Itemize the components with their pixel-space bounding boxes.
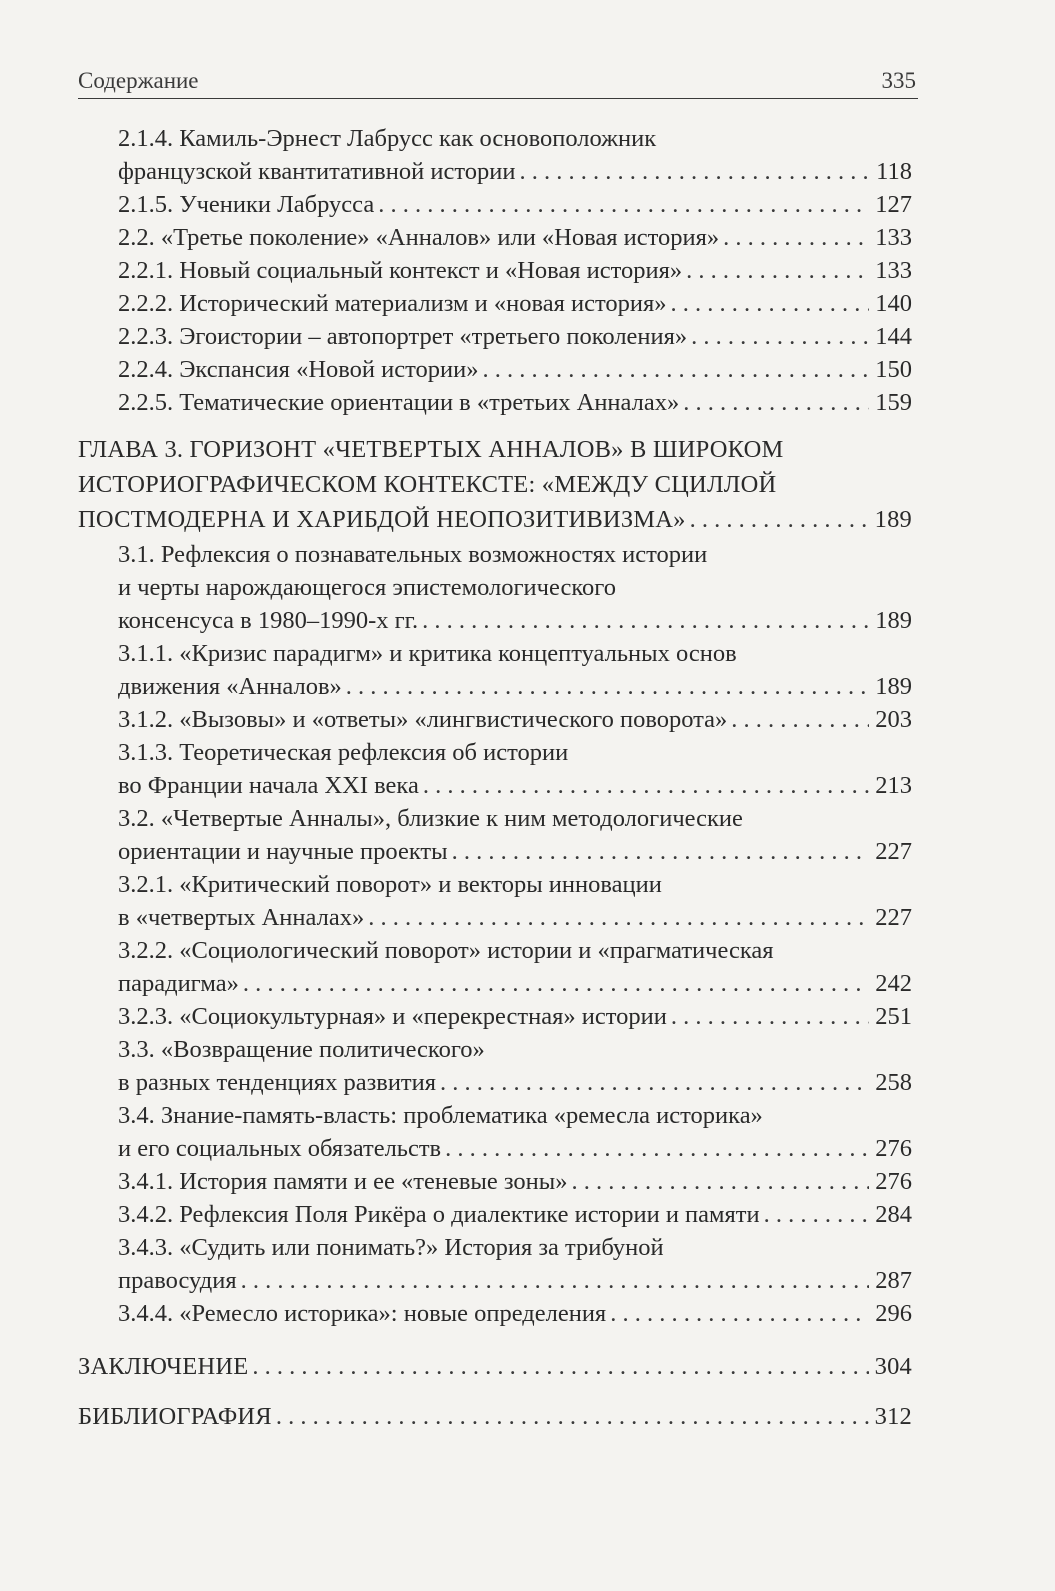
toc-entry-line [118, 1165, 912, 1198]
toc-page-number: 276 [875, 1135, 912, 1162]
dot-leader [243, 967, 869, 1000]
toc-page-number: 127 [875, 191, 912, 218]
toc-entry-text: 2.2.1. Новый социальный контекст и «Новая история» [118, 257, 683, 284]
toc-entry-text: 2.2. «Третье поколение» «Анналов» или «Новая история» [118, 224, 720, 251]
toc-entry-text: 2.2.2. Исторический материализм и «новая история» [118, 290, 667, 317]
dot-leader [671, 287, 870, 320]
page-number: 335 [881, 68, 916, 93]
toc-page-number: 213 [875, 772, 912, 799]
toc-entry-line: и черты нарождающегося эпистемологического [118, 574, 616, 601]
toc-entry-line [118, 835, 912, 868]
dot-leader [440, 1066, 869, 1099]
dot-leader [445, 1132, 869, 1165]
dot-leader [252, 1350, 868, 1383]
toc-entry-line [118, 703, 912, 736]
dot-leader [519, 155, 870, 188]
toc-page-number: 189 [875, 673, 912, 700]
dot-leader [452, 835, 870, 868]
toc-page-number: 296 [875, 1300, 912, 1327]
toc-entry-line [118, 1198, 912, 1231]
toc-entry-line [118, 967, 912, 1000]
toc-entry-line: 3.4.3. «Судить или понимать?» История за трибуной [118, 1234, 664, 1261]
toc-entry-text: во Франции начала XXI века [118, 772, 419, 799]
toc-page-number: 203 [875, 706, 912, 733]
toc-entry-text: 2.2.5. Тематические ориентации в «третьих Анналах» [118, 389, 680, 416]
toc-entry-text: 3.1.2. «Вызовы» и «ответы» «лингвистического поворота» [118, 706, 728, 733]
dot-leader [671, 1000, 869, 1033]
toc-entry-line [118, 386, 912, 419]
toc-page-number: 118 [876, 158, 912, 185]
toc-page-number: 287 [875, 1267, 912, 1294]
toc-entry-text: 3.4.1. История памяти и ее «теневые зоны» [118, 1168, 568, 1195]
toc-page-number: 276 [875, 1168, 912, 1195]
toc-entry-text: БИБЛИОГРАФИЯ [78, 1403, 272, 1430]
toc-page-number: 159 [875, 389, 912, 416]
toc-page-number: 150 [875, 356, 912, 383]
toc-entry-line: 3.1.1. «Кризис парадигм» и критика концептуальных основ [118, 640, 737, 667]
toc-entry-line: 3.2. «Четвертые Анналы», близкие к ним методологические [118, 805, 743, 832]
toc-entry-line: 3.1. Рефлексия о познавательных возможностях истории [118, 541, 708, 568]
toc-entry-line [118, 254, 912, 287]
dot-leader [731, 703, 869, 736]
toc-entry-line [78, 503, 912, 536]
toc-entry-text: в разных тенденциях развития [118, 1069, 437, 1096]
dot-leader [378, 188, 869, 221]
toc-page-number: 144 [875, 323, 912, 350]
toc-entry-text: 2.2.4. Экспансия «Новой истории» [118, 356, 479, 383]
toc-entry-line [118, 353, 912, 386]
toc-entry-text: 2.2.3. Эгоистории – автопортрет «третьего поколения» [118, 323, 688, 350]
toc-entry-line [118, 670, 912, 703]
dot-leader [723, 221, 869, 254]
toc-page-number: 227 [875, 904, 912, 931]
toc-entry-line [118, 1132, 912, 1165]
toc-entry-line [118, 604, 912, 637]
toc-entry-text: ориентации и научные проекты [118, 838, 448, 865]
toc-entry-line: 3.2.1. «Критический поворот» и векторы инновации [118, 871, 662, 898]
dot-leader [571, 1165, 869, 1198]
toc-entry-line [118, 901, 912, 934]
dot-leader [423, 769, 869, 802]
toc-entry-line: ГЛАВА 3. ГОРИЗОНТ «ЧЕТВЕРТЫХ АННАЛОВ» В ШИРОКОМ [78, 436, 784, 463]
toc-page-number: 189 [875, 607, 912, 634]
toc-entry-text: консенсуса в 1980–1990-х гг. [118, 607, 419, 634]
toc-entry-text: 3.4.2. Рефлексия Поля Рикёра о диалектике истории и памяти [118, 1201, 760, 1228]
toc-entry-line [78, 1400, 912, 1433]
toc-entry-text: движения «Анналов» [118, 673, 342, 700]
dot-leader [691, 320, 869, 353]
toc-page-number: 258 [875, 1069, 912, 1096]
toc-page-number: 284 [875, 1201, 912, 1228]
toc-entry-text: 2.1.5. Ученики Лабрусса [118, 191, 375, 218]
toc-entry-line [118, 188, 912, 221]
toc-entry-text: и его социальных обязательств [118, 1135, 442, 1162]
dot-leader [422, 604, 869, 637]
toc-entry-line [118, 221, 912, 254]
toc-entry-text: 3.4.4. «Ремесло историка»: новые определения [118, 1300, 607, 1327]
toc-page-number: 140 [875, 290, 912, 317]
toc-entry-line: 3.2.2. «Социологический поворот» истории и «прагматическая [118, 937, 774, 964]
dot-leader [241, 1264, 870, 1297]
dot-leader [610, 1297, 869, 1330]
dot-leader [690, 503, 869, 536]
toc-page-number: 189 [874, 506, 912, 533]
toc-entry-line [118, 769, 912, 802]
dot-leader [483, 353, 870, 386]
toc-entry-line [118, 1297, 912, 1330]
toc-page-number: 251 [875, 1003, 912, 1030]
dot-leader [683, 386, 869, 419]
toc-entry-text: парадигма» [118, 970, 239, 997]
toc-entry-line: 3.4. Знание-память-власть: проблематика «ремесла историка» [118, 1102, 763, 1129]
toc-entry-line: ИСТОРИОГРАФИЧЕСКОМ КОНТЕКСТЕ: «МЕЖДУ СЦИЛЛОЙ [78, 471, 777, 498]
toc-entry-line [118, 1000, 912, 1033]
toc-entry-line [118, 1066, 912, 1099]
toc-entry-line [118, 155, 912, 188]
dot-leader [368, 901, 869, 934]
toc-entry-line [118, 320, 912, 353]
toc-page-number: 133 [875, 224, 912, 251]
toc-page-number: 227 [875, 838, 912, 865]
dot-leader [346, 670, 869, 703]
toc-entry-line [78, 1350, 912, 1383]
toc-entry-text: ЗАКЛЮЧЕНИЕ [78, 1353, 249, 1380]
toc-page-number: 242 [875, 970, 912, 997]
toc-entry-text: французской квантитативной истории [118, 158, 516, 185]
toc-entry-text: правосудия [118, 1267, 237, 1294]
dot-leader [764, 1198, 870, 1231]
toc-page-number: 133 [875, 257, 912, 284]
toc-page-number: 304 [874, 1353, 912, 1380]
toc-entry-line: 2.1.4. Камиль-Эрнест Лабрусс как основоположник [118, 125, 657, 152]
toc-entry-line: 3.1.3. Теоретическая рефлексия об истории [118, 739, 569, 766]
running-header-title: Содержание [78, 68, 199, 93]
toc-entry-text: 3.2.3. «Социокультурная» и «перекрестная» истории [118, 1003, 667, 1030]
toc-entry-text: ПОСТМОДЕРНА И ХАРИБДОЙ НЕОПОЗИТИВИЗМА» [78, 506, 686, 533]
toc-entry-text: в «четвертых Анналах» [118, 904, 365, 931]
toc-entry-line [118, 287, 912, 320]
toc-entry-line: 3.3. «Возвращение политического» [118, 1036, 485, 1063]
toc-entry-line [118, 1264, 912, 1297]
dot-leader [686, 254, 869, 287]
toc-page-number: 312 [874, 1403, 912, 1430]
dot-leader [276, 1400, 869, 1433]
